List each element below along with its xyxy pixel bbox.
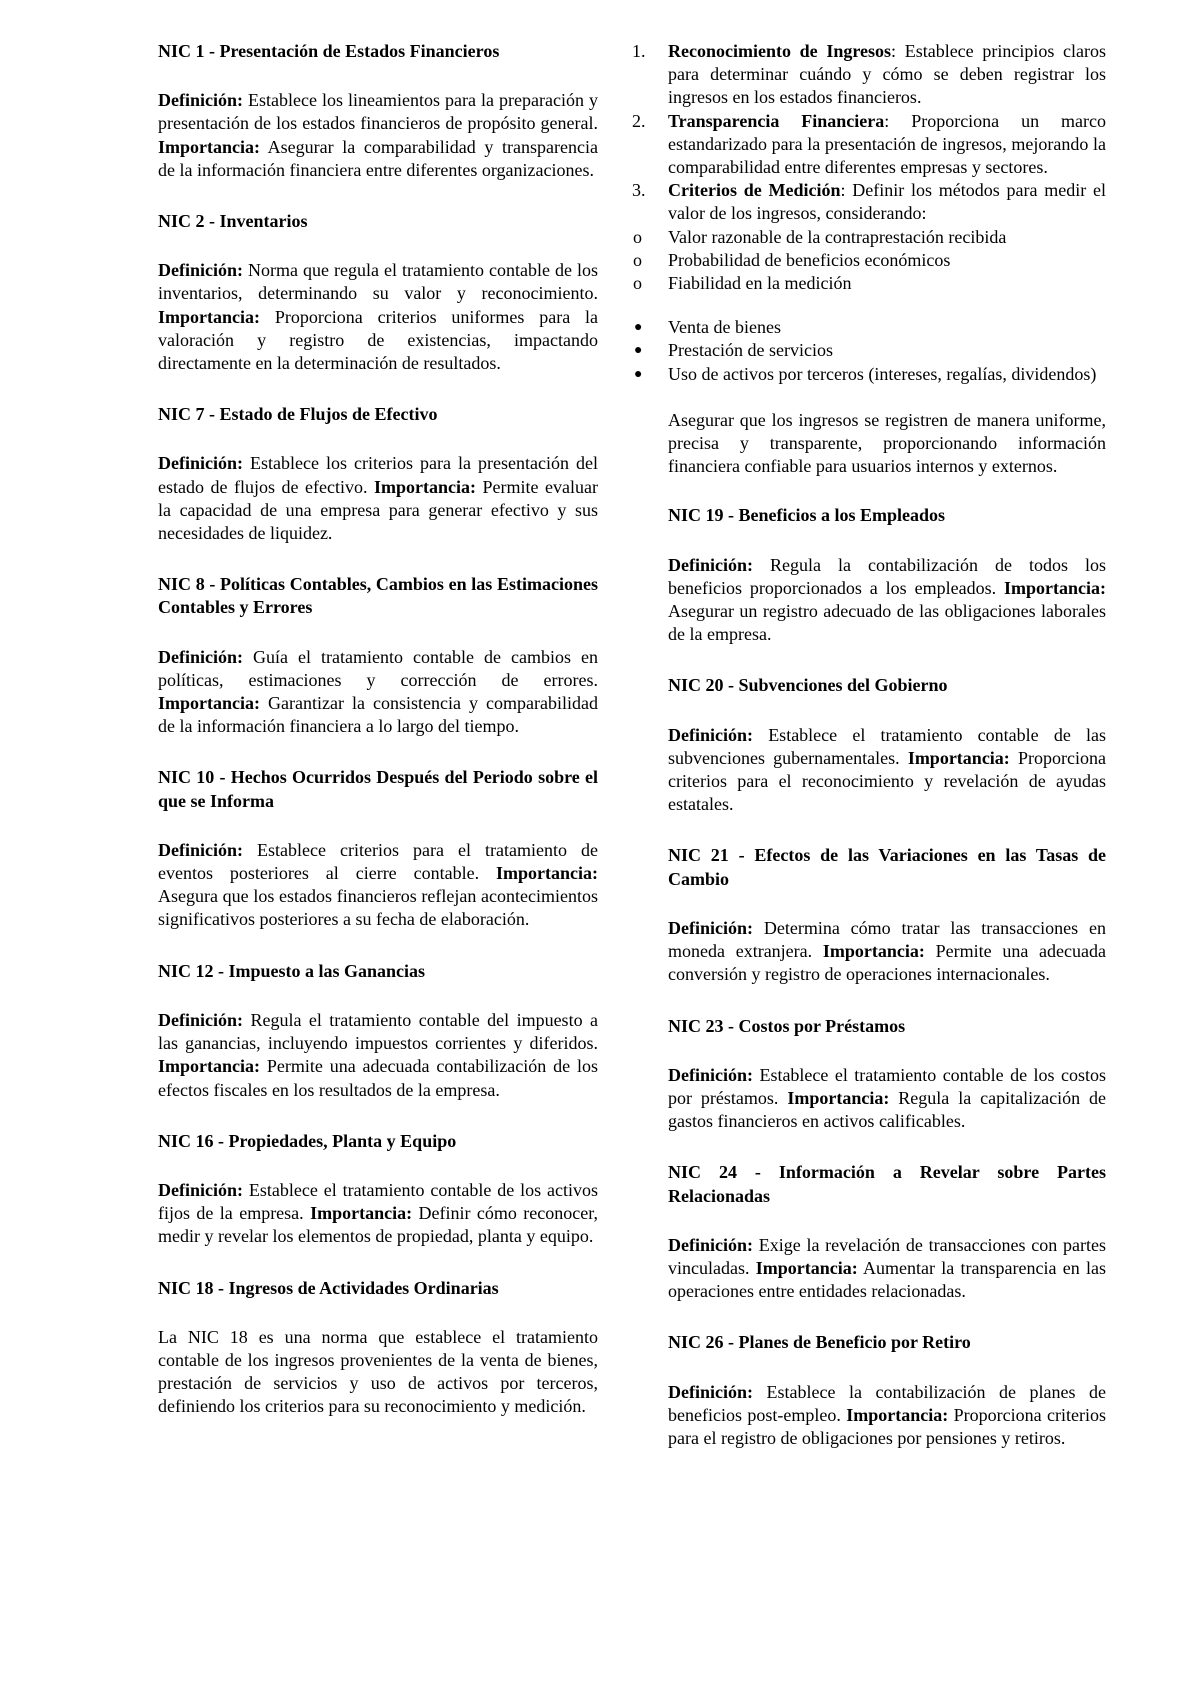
importance-text: Permite evaluar la capacidad de una empresa para generar efectivo y sus necesidades de liquidez. [158, 476, 598, 544]
sub-list-item [633, 226, 1106, 249]
section-body [158, 452, 598, 545]
importance-label: Importancia: [374, 476, 477, 497]
section-body [158, 839, 598, 932]
importance-label: Importancia: [158, 136, 260, 157]
definition-text: Regula el tratamiento contable del impuesto a las ganancias, incluyendo impuestos corrientes y diferidos. [158, 1009, 598, 1054]
sub-bullet-icon: o [633, 226, 642, 247]
section-title: NIC 10 - Hechos Ocurridos Después del Periodo sobre el que se Informa [158, 767, 598, 811]
section-title: NIC 21 - Efectos de las Variaciones en las Tasas de Cambio [668, 845, 1106, 889]
sub-list-text: Fiabilidad en la medición [668, 273, 852, 294]
bullet-list-item [634, 316, 1106, 339]
importance-label: Importancia: [496, 863, 598, 884]
section-title: NIC 24 - Información a Revelar sobre Partes Relacionadas [668, 1162, 1106, 1206]
importance-text: Proporciona criterios para el reconocimiento y revelación de ayudas estatales. [668, 747, 1106, 815]
definition-label: Definición: [158, 839, 243, 860]
definition-label: Definición: [668, 1234, 753, 1255]
importance-text: Regula la capitalización de gastos financieros en activos calificables. [668, 1087, 1107, 1132]
importance-text: Aumentar la transparencia en las operaciones entre entidades relacionadas. [668, 1257, 1106, 1302]
sub-bullet-icon: o [633, 249, 642, 270]
list-item [632, 179, 1106, 225]
importance-text: Definir cómo reconocer, medir y revelar los elementos de propiedad, planta y equipo. [158, 1203, 598, 1247]
bullet-icon: ● [634, 366, 643, 382]
definition-text: Establece el tratamiento contable de los costos por préstamos. [668, 1064, 1106, 1108]
bullet-list [634, 316, 1106, 386]
importance-label: Importancia: [158, 306, 260, 327]
definition-label: Definición: [158, 453, 243, 474]
bullet-icon: ● [634, 320, 643, 336]
importance-label: Importancia: [787, 1087, 890, 1108]
section-body [158, 646, 598, 739]
definition-text: Exige la revelación de transacciones con partes vinculadas. [668, 1234, 1106, 1278]
list-item-text: : Establece principios claros para determinar cuándo y cómo se deben registrar los ingresos en los estados financieros. [668, 41, 1106, 108]
sub-list [633, 226, 1106, 296]
importance-text: Permite una adecuada contabilización de los efectos fiscales en los resultados de la empresa. [158, 1056, 598, 1100]
list-number: 2. [632, 110, 646, 131]
list-item [632, 40, 1106, 110]
section-nic-19 [668, 504, 1106, 646]
definition-text: Determina cómo tratar las transacciones en moneda extranjera. [668, 917, 1106, 962]
importance-label: Importancia: [158, 1056, 260, 1077]
sub-list-text: Valor razonable de la contraprestación recibida [668, 226, 1007, 247]
nic-18-continuation [632, 40, 1107, 478]
section-body [158, 1009, 598, 1102]
section-nic-20 [668, 674, 1106, 816]
numbered-list [632, 40, 1107, 226]
importance-label: Importancia: [1004, 577, 1106, 598]
definition-text: Establece los lineamientos para la preparación y presentación de los estados financieros de propósito general. [158, 90, 598, 134]
bullet-icon: ● [634, 343, 643, 359]
list-item-text: : Definir los métodos para medir el valor de los ingresos, considerando: [668, 180, 1106, 224]
definition-text: Establece criterios para el tratamiento de eventos posteriores al cierre contable. [158, 839, 598, 884]
section-nic-26 [668, 1331, 1106, 1450]
section-intro: La NIC 18 es una norma que establece el tratamiento contable de los ingresos provenientes de la venta de bienes, prestación de servicios y uso de activos por terceros, definiendo los criterios para su reconocimiento y medición. [158, 1326, 598, 1417]
section-body [668, 554, 1106, 647]
importance-label: Importancia: [907, 747, 1010, 768]
section-nic-8 [158, 573, 598, 738]
definition-label: Definición: [158, 1009, 243, 1030]
section-title: NIC 2 - Inventarios [158, 211, 308, 232]
importance-text: Proporciona criterios uniformes para la valoración y registro de existencias, impactando directamente en la determinación de resultados. [158, 306, 598, 374]
list-item-text: : Proporciona un marco estandarizado para la presentación de ingresos, mejorando la comparabilidad entre diferentes empresas y sectores. [668, 110, 1107, 178]
definition-label: Definición: [158, 260, 243, 281]
section-nic-12 [158, 960, 598, 1102]
definition-text: Establece los criterios para la presentación del estado de flujos de efectivo. [158, 453, 598, 497]
list-item-title: Reconocimiento de Ingresos [668, 41, 892, 61]
importance-text: Asegurar un registro adecuado de las obligaciones laborales de la empresa. [668, 601, 1106, 645]
bullet-text: Venta de bienes [668, 317, 781, 338]
importance-label: Importancia: [310, 1203, 413, 1224]
section-nic-10 [158, 766, 598, 931]
section-title: NIC 12 - Impuesto a las Ganancias [158, 960, 426, 981]
list-item [632, 110, 1107, 180]
definition-label: Definición: [668, 724, 753, 745]
definition-text: Guía el tratamiento contable de cambios en políticas, estimaciones y corrección de errores. [158, 646, 598, 690]
section-title: NIC 20 - Subvenciones del Gobierno [668, 675, 948, 696]
bullet-list-item [634, 339, 1106, 362]
importance-text: Asegura que los estados financieros reflejan acontecimientos significativos posteriores a su fecha de elaboración. [158, 886, 598, 930]
section-nic-18 [158, 1277, 598, 1419]
sub-list-item [633, 249, 1106, 272]
section-nic-21 [668, 844, 1106, 986]
section-nic-16 [158, 1130, 598, 1249]
list-number: 1. [632, 41, 646, 61]
importance-label: Importancia: [755, 1257, 858, 1278]
list-item-title: Transparencia Financiera [668, 110, 885, 131]
importance-text: Proporciona criterios para el registro de obligaciones por pensiones y retiros. [668, 1404, 1106, 1448]
sub-bullet-icon: o [633, 273, 642, 294]
importance-text: Asegurar la comparabilidad y transparencia de la información financiera entre diferentes organizaciones. [158, 136, 598, 180]
section-title: NIC 16 - Propiedades, Planta y Equipo [158, 1130, 457, 1151]
section-title: NIC 1 - Presentación de Estados Financieros [158, 41, 500, 61]
section-nic-1 [158, 40, 598, 182]
section-body [158, 1179, 598, 1249]
section-body [668, 724, 1106, 817]
sub-list-item [633, 272, 1106, 295]
section-title: NIC 19 - Beneficios a los Empleados [668, 505, 946, 526]
definition-label: Definición: [668, 1064, 753, 1085]
definition-label: Definición: [668, 1381, 753, 1402]
section-title: NIC 26 - Planes de Beneficio por Retiro [668, 1332, 971, 1353]
section-body [668, 1064, 1106, 1134]
section-nic-23 [668, 1015, 1106, 1134]
definition-label: Definición: [668, 917, 753, 938]
importance-text: Permite una adecuada conversión y registro de operaciones internacionales. [668, 941, 1106, 985]
section-nic-24 [668, 1161, 1106, 1303]
section-nic-7 [158, 403, 598, 545]
list-item-title: Criterios de Medición [668, 180, 841, 201]
definition-label: Definición: [158, 1179, 243, 1200]
left-column [158, 40, 598, 1447]
importance-label: Importancia: [822, 941, 925, 962]
bullet-text: Prestación de servicios [668, 340, 833, 361]
section-title: NIC 23 - Costos por Préstamos [668, 1015, 906, 1036]
list-number: 3. [632, 180, 646, 201]
definition-text: Establece la contabilización de planes de beneficios post-empleo. [668, 1381, 1106, 1425]
importance-text: Garantizar la consistencia y comparabilidad de la información financiera a lo largo del tiempo. [158, 693, 598, 737]
definition-text: Regula la contabilización de todos los beneficios proporcionados a los empleados. [668, 554, 1106, 598]
sub-list-text: Probabilidad de beneficios económicos [668, 249, 951, 270]
bullet-list-item [634, 363, 1106, 386]
section-body [158, 259, 598, 375]
section-title: NIC 8 - Políticas Contables, Cambios en las Estimaciones Contables y Errores [158, 574, 598, 618]
definition-label: Definición: [158, 90, 243, 111]
definition-text: Establece el tratamiento contable de las subvenciones gubernamentales. [668, 724, 1106, 768]
bullet-text: Uso de activos por terceros (intereses, regalías, dividendos) [668, 363, 1097, 384]
definition-text: Norma que regula el tratamiento contable de los inventarios, determinando su valor y reconocimiento. [158, 260, 598, 304]
closing-paragraph: Asegurar que los ingresos se registren de manera uniforme, precisa y transparente, proporcionando información financiera confiable para usuarios internos y externos. [668, 409, 1106, 477]
section-title: NIC 18 - Ingresos de Actividades Ordinarias [158, 1277, 499, 1298]
definition-label: Definición: [668, 554, 753, 575]
section-title: NIC 7 - Estado de Flujos de Efectivo [158, 404, 438, 425]
right-column [632, 40, 1107, 1478]
importance-label: Importancia: [846, 1404, 949, 1425]
section-body [668, 1234, 1106, 1304]
importance-label: Importancia: [158, 693, 260, 714]
definition-text: Establece el tratamiento contable de los activos fijos de la empresa. [158, 1179, 598, 1224]
section-body [668, 917, 1106, 987]
section-body [158, 89, 598, 182]
section-body [668, 1381, 1106, 1451]
definition-label: Definición: [158, 646, 243, 667]
section-nic-2 [158, 210, 598, 375]
